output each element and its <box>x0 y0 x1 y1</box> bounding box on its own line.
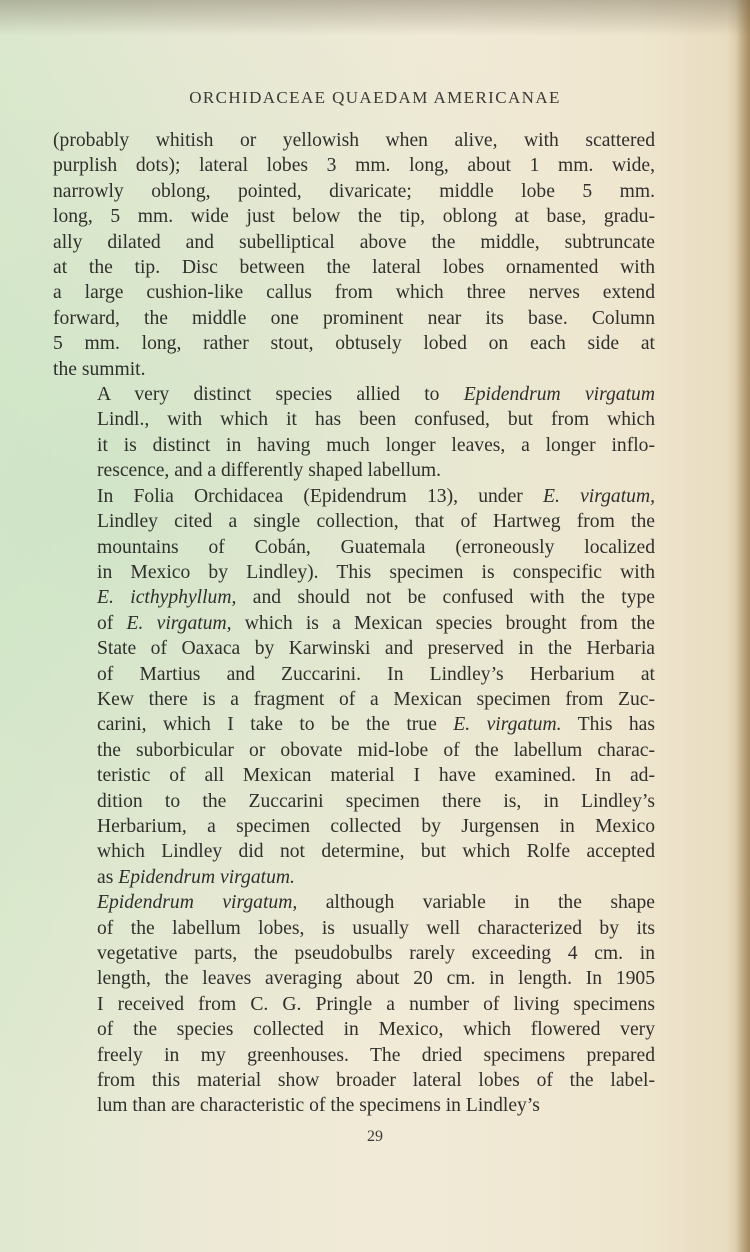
text-line <box>53 916 655 941</box>
text-line <box>53 1068 655 1093</box>
text-line <box>53 1043 655 1068</box>
text-run: forward, the middle one prominent near its base. Column <box>53 307 655 329</box>
text-run: This has <box>561 714 656 736</box>
text-run: A very distinct species allied to <box>97 384 464 406</box>
text-line <box>53 509 655 534</box>
text-run: at the tip. Disc between the lateral lobes ornamented with <box>53 257 655 279</box>
text-run: length, the leaves averaging about 20 cm. in length. In 1905 <box>97 968 655 990</box>
text-line <box>53 179 655 204</box>
text-line <box>53 636 655 661</box>
text-line <box>53 382 655 407</box>
text-line <box>53 992 655 1017</box>
text-run: I received from C. G. Pringle a number of living specimens <box>97 993 655 1015</box>
text-line <box>53 535 655 560</box>
text-run: State of Oaxaca by Karwinski and preserved in the Herbaria <box>97 638 655 660</box>
text-run: which is a Mexican species brought from the <box>231 612 655 634</box>
text-run: dition to the Zuccarini specimen there is, in Lindley’s <box>97 790 655 812</box>
text-run: rescence, and a differently shaped labellum. <box>97 460 442 482</box>
text-line <box>53 890 655 915</box>
italic-text: Epidendrum virgatum, <box>97 892 298 914</box>
text-run: carini, which I take to be the true <box>97 714 454 736</box>
running-head: ORCHIDACEAE QUAEDAM AMERICANAE <box>189 88 561 107</box>
text-line <box>53 966 655 991</box>
text-run: and should not be confused with the type <box>236 587 655 609</box>
page-gutter-edge <box>736 0 750 1252</box>
text-run: Kew there is a fragment of a Mexican specimen from Zuc- <box>97 688 655 710</box>
text-run: Lindl., with which it has been confused, but from which <box>97 409 655 431</box>
text-line <box>53 738 655 763</box>
text-line <box>53 865 655 890</box>
page-top-shadow <box>0 0 750 36</box>
text-line <box>53 331 655 356</box>
text-run: vegetative parts, the pseudobulbs rarely exceeding 4 cm. in <box>97 943 655 964</box>
text-run: of the labellum lobes, is usually well characterized by its <box>97 917 655 939</box>
text-run: In Folia Orchidacea (Epidendrum 13), under <box>97 485 544 507</box>
text-line <box>53 611 655 636</box>
text-line <box>53 1093 655 1118</box>
text-line <box>53 255 655 280</box>
text-run: narrowly oblong, pointed, divaricate; middle lobe 5 mm. <box>53 180 655 202</box>
italic-text: Epidendrum virgatum <box>463 384 655 406</box>
text-run: which Lindley did not determine, but which Rolfe accepted <box>97 841 655 863</box>
text-run: 5 mm. long, rather stout, obtusely lobed on each side at <box>53 333 655 355</box>
italic-text: Epidendrum virgatum. <box>118 866 295 888</box>
text-line <box>53 585 655 610</box>
text-run: a large cushion-like callus from which three nerves extend <box>53 282 655 304</box>
text-run: lum than are characteristic of the specimens in Lindley’s <box>97 1095 540 1117</box>
text-line <box>53 407 655 432</box>
italic-text: E. virgatum, <box>543 485 656 507</box>
text-line <box>53 433 655 458</box>
text-run: the suborbicular or obovate mid-lobe of the labellum charac- <box>97 739 655 761</box>
paragraph <box>53 382 655 484</box>
text-line <box>53 458 655 483</box>
text-run: in Mexico by Lindley). This specimen is conspecific with <box>97 561 655 583</box>
text-run: the summit. <box>53 358 146 380</box>
text-line <box>53 814 655 839</box>
text-line <box>53 662 655 687</box>
text-line <box>53 128 655 153</box>
text-line <box>53 280 655 305</box>
text-line <box>53 306 655 331</box>
text-run: of <box>97 612 127 634</box>
page-number: 29 <box>367 1128 383 1145</box>
text-run: of the species collected in Mexico, which flowered very <box>97 1019 655 1041</box>
text-run: from this material show broader lateral lobes of the label- <box>97 1070 655 1092</box>
text-line <box>53 1017 655 1042</box>
paragraph <box>53 128 655 382</box>
text-line <box>53 941 655 966</box>
italic-text: E. icthyphyllum, <box>97 587 237 609</box>
text-line <box>53 712 655 737</box>
text-line <box>53 560 655 585</box>
italic-text: E. virgatum, <box>126 612 232 634</box>
text-line <box>53 357 655 382</box>
text-run: mountains of Cobán, Guatemala (erroneously localized <box>97 536 655 558</box>
text-run: long, 5 mm. wide just below the tip, oblong at base, gradu- <box>53 206 655 228</box>
text-run: Herbarium, a specimen collected by Jurgensen in Mexico <box>97 815 655 837</box>
text-line <box>53 687 655 712</box>
text-line <box>53 230 655 255</box>
body-text <box>53 128 655 1119</box>
text-run: it is distinct in having much longer leaves, a longer inflo- <box>97 434 655 456</box>
text-line <box>53 763 655 788</box>
italic-text: E. virgatum. <box>453 714 562 736</box>
text-run: (probably whitish or yellowish when alive, with scattered <box>53 130 655 151</box>
text-line <box>53 839 655 864</box>
text-run: of Martius and Zuccarini. In Lindley’s Herbarium at <box>97 663 655 685</box>
text-run: purplish dots); lateral lobes 3 mm. long, about 1 mm. wide, <box>53 155 655 177</box>
text-run: freely in my greenhouses. The dried specimens prepared <box>97 1044 655 1066</box>
text-line <box>53 789 655 814</box>
text-run: Lindley cited a single collection, that of Hartweg from the <box>97 511 655 533</box>
text-run: teristic of all Mexican material I have examined. In ad- <box>97 765 655 787</box>
text-run: although variable in the shape <box>297 892 655 914</box>
paragraph <box>53 890 655 1119</box>
text-line <box>53 484 655 509</box>
text-line <box>53 204 655 229</box>
text-run: ally dilated and subelliptical above the middle, subtruncate <box>53 231 655 253</box>
paragraph <box>53 484 655 891</box>
text-run: as <box>97 866 119 888</box>
text-line <box>53 153 655 178</box>
